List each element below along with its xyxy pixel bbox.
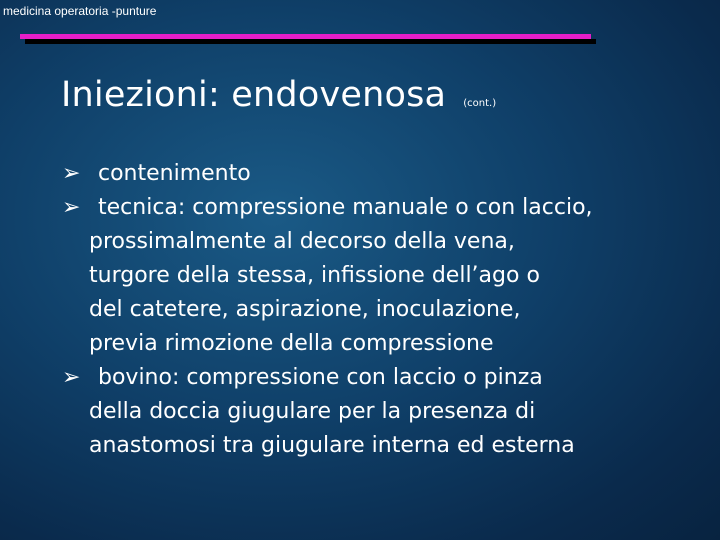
bullet-line: previa rimozione della compressione: [89, 331, 494, 356]
header-text: medicina operatoria -punture: [3, 4, 157, 18]
bullet-line: bovino: compressione con laccio o pinza: [98, 365, 543, 390]
bullet-line: contenimento: [98, 161, 251, 186]
bullet-line: prossimalmente al decorso della vena,: [89, 229, 515, 254]
bullet-line: della doccia giugulare per la presenza di: [89, 399, 536, 424]
arrowhead-bullet-icon: ➢: [62, 195, 81, 220]
bullet-line: turgore della stessa, infissione dell’ago o: [89, 263, 540, 288]
title-main: Iniezioni: endovenosa: [61, 75, 447, 115]
bullet-line: tecnica: compressione manuale o con laccio,: [98, 195, 593, 220]
title-rule: [20, 34, 591, 39]
title-suffix: (cont.): [463, 98, 497, 109]
bullet-list: [0, 157, 720, 463]
bullet-item: [0, 191, 720, 361]
arrowhead-bullet-icon: ➢: [62, 161, 81, 186]
bullet-item: [0, 361, 720, 463]
slide-title: [61, 70, 496, 120]
bullet-item: [0, 157, 720, 191]
bullet-line: del catetere, aspirazione, inoculazione,: [89, 297, 521, 322]
arrowhead-bullet-icon: ➢: [62, 365, 81, 390]
bullet-line: anastomosi tra giugulare interna ed esterna: [89, 433, 575, 458]
title-rule-shadow: [25, 39, 596, 44]
